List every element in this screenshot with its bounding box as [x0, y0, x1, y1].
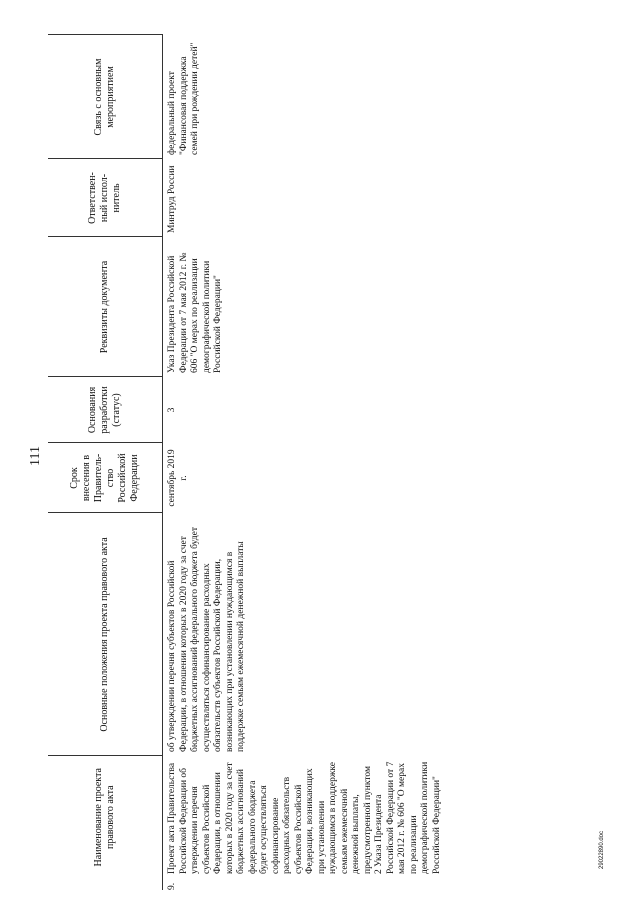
header-number: [48, 878, 163, 890]
cell-link-to-main-activity: федеральный проект "Финансовая поддержка семей при рождении детей": [167, 42, 200, 155]
cell-responsible-executor: Минтруд России: [167, 165, 177, 233]
cell-submission-deadline: сентябрь 2019 г.: [167, 449, 189, 507]
table-row: [163, 35, 444, 890]
header-basis-status: Основания разработки (статус): [48, 377, 163, 443]
cell-act-name: Проект акта Правительства Российской Федерации об утверждении перечня субъектов Российской Федерации, в отношении которых в 2020 году за счет бюджетных ассигнований федерального бюджета будет осуществляться софинансирование расходных обязательств субъектов Российской Федерации, возникающих при установлении нуждающимся в поддержке семьям ежемесячной денежной выплаты, предусмотренной пунктом 2 Указа Президента Российской Федерации от 7 мая 2012 г. № 606 "О мерах по реализации демографической политики Российской Федерации": [167, 761, 442, 874]
row-number: 9.: [167, 882, 177, 890]
header-responsible-executor: Ответствен-ный испол-нитель: [48, 159, 163, 237]
table-header: [48, 35, 163, 890]
cell-document-requisites: Указ Президента Российской Федерации от 7 мая 2012 г. № 606 "О мерах по реализации демографической политики Российской Федерации": [167, 252, 223, 373]
header-submission-deadline: Срок внесения в Правитель-ство Российской Федерации: [48, 443, 163, 513]
header-act-name: Наименование проекта правового акта: [48, 756, 163, 878]
legislative-plan-table-container: [48, 35, 520, 890]
cell-main-provisions: об утверждении перечня субъектов Российской Федерации, в отношении которых в 2020 году за счет бюджетных ассигнований федерального бюджета будет осуществляться софинансирование расходных обязательств субъектов Российской Федерации, возникающих при установлении нуждающимся в поддержке семьям ежемесячной денежной выплаты: [167, 526, 246, 752]
header-link-to-main-activity: Связь с основным мероприятием: [48, 35, 163, 159]
page-number: 111: [28, 446, 43, 466]
header-main-provisions: Основные положения проекта правового акта: [48, 513, 163, 756]
document-file-code: 29022890.doc: [599, 830, 605, 870]
cell-basis-status: 3: [167, 407, 177, 413]
legislative-plan-table: [48, 35, 443, 891]
header-document-requisites: Реквизиты документа: [48, 237, 163, 377]
